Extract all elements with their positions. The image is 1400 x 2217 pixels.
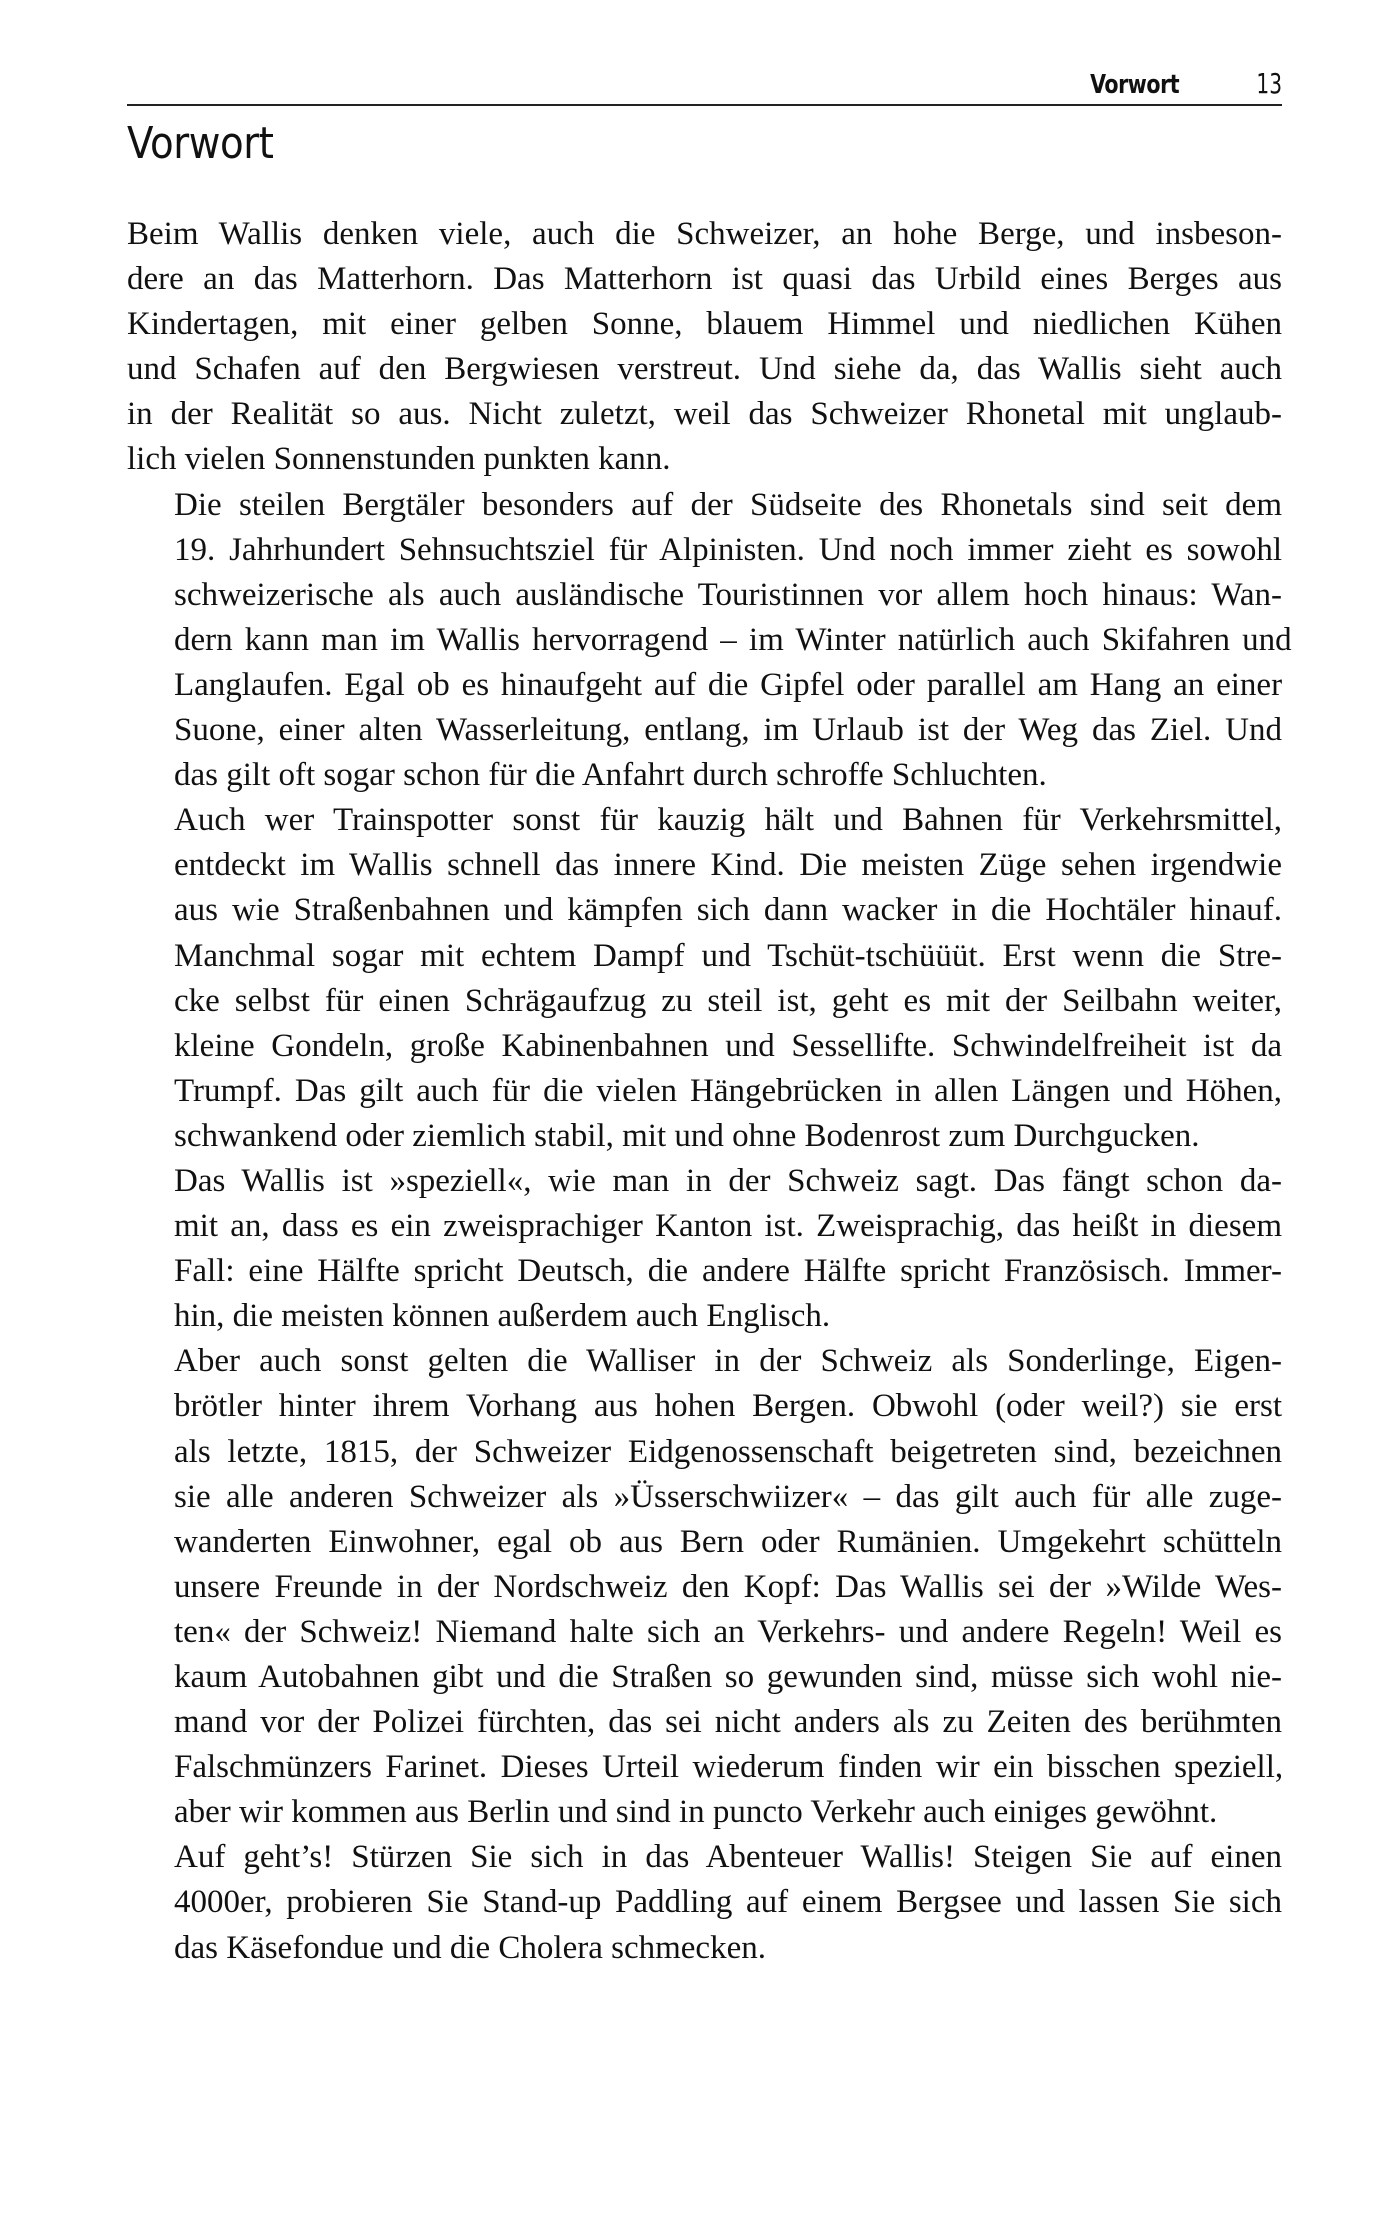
text-line: Suone, einer alten Wasserleitung, entlang, im Urlaub ist der Weg das Ziel. Und <box>174 712 1282 749</box>
paragraph <box>127 1835 1282 1970</box>
text-line: Trumpf. Das gilt auch für die vielen Hängebrücken in allen Längen und Höhen, <box>174 1072 1282 1109</box>
text-line: Auf geht’s! Stürzen Sie sich in das Abenteuer Wallis! Steigen Sie auf einen <box>174 1839 1282 1876</box>
paragraph <box>127 1159 1282 1339</box>
text-line: Aber auch sonst gelten die Walliser in der Schweiz als Sonderlinge, Eigen- <box>174 1343 1282 1380</box>
text-line: sie alle anderen Schweizer als »Üsserschwiizer« – das gilt auch für alle zuge- <box>174 1478 1282 1515</box>
text-line: kaum Autobahnen gibt und die Straßen so gewunden sind, müsse sich wohl nie- <box>174 1659 1282 1695</box>
text-line: mand vor der Polizei fürchten, das sei nicht anders als zu Zeiten des berühmten <box>174 1704 1282 1741</box>
paragraph <box>127 1339 1282 1835</box>
text-line: das Käsefondue und die Cholera schmecken. <box>174 1929 766 1966</box>
text-line: cke selbst für einen Schrägaufzug zu steil ist, geht es mit der Seilbahn weiter, <box>174 982 1282 1019</box>
text-line: ten« der Schweiz! Niemand halte sich an Verkehrs- und andere Regeln! Weil es <box>174 1613 1282 1650</box>
text-line: aber wir kommen aus Berlin und sind in puncto Verkehr auch einiges gewöhnt. <box>174 1794 1218 1831</box>
text-line: Fall: eine Hälfte spricht Deutsch, die andere Hälfte spricht Französisch. Immer- <box>174 1253 1282 1290</box>
text-line: unsere Freunde in der Nordschweiz den Kopf: Das Wallis sei der »Wilde Wes- <box>174 1568 1282 1605</box>
body-text <box>127 212 1292 1971</box>
text-line: aus wie Straßenbahnen und kämpfen sich dann wacker in die Hochtäler hinauf. <box>174 892 1282 929</box>
text-line: schweizerische als auch ausländische Touristinnen vor allem hoch hinaus: Wan- <box>174 576 1282 613</box>
paragraph <box>127 212 1282 483</box>
text-line: kleine Gondeln, große Kabinenbahnen und Sessellifte. Schwindelfreiheit ist da <box>174 1027 1282 1064</box>
text-line: und Schafen auf den Bergwiesen verstreut. Und siehe da, das Wallis sieht auch <box>127 351 1282 388</box>
text-line: Die steilen Bergtäler besonders auf der Südseite des Rhonetals sind seit dem <box>174 486 1282 523</box>
text-line: als letzte, 1815, der Schweizer Eidgenossenschaft beigetreten sind, bezeichnen <box>174 1433 1282 1470</box>
paragraph <box>127 798 1282 1159</box>
text-line: dern kann man im Wallis hervorragend – im Winter natürlich auch Skifahren und <box>174 621 1292 658</box>
text-line: Falschmünzers Farinet. Dieses Urteil wiederum finden wir ein bisschen speziell, <box>174 1749 1284 1786</box>
running-head-title: Vorwort <box>1089 70 1179 100</box>
text-line: hin, die meisten können außerdem auch Englisch. <box>174 1298 831 1335</box>
text-line: Beim Wallis denken viele, auch die Schweizer, an hohe Berge, und insbeson- <box>127 216 1282 252</box>
text-line: in der Realität so aus. Nicht zuletzt, weil das Schweizer Rhonetal mit unglaub- <box>127 396 1282 433</box>
text-line: lich vielen Sonnenstunden punkten kann. <box>127 441 671 478</box>
text-line: schwankend oder ziemlich stabil, mit und ohne Bodenrost zum Durchgucken. <box>174 1117 1200 1154</box>
text-line: wanderten Einwohner, egal ob aus Bern oder Rumänien. Umgekehrt schütteln <box>174 1523 1282 1560</box>
text-line: brötler hinter ihrem Vorhang aus hohen Bergen. Obwohl (oder weil?) sie erst <box>174 1388 1282 1425</box>
text-line: mit an, dass es ein zweisprachiger Kanton ist. Zweisprachig, das heißt in diesem <box>174 1208 1282 1245</box>
text-line: 4000er, probieren Sie Stand-up Paddling auf einem Bergsee und lassen Sie sich <box>174 1884 1282 1921</box>
text-line: das gilt oft sogar schon für die Anfahrt durch schroffe Schluchten. <box>174 757 1047 794</box>
text-line: Auch wer Trainspotter sonst für kauzig hält und Bahnen für Verkehrsmittel, <box>174 802 1282 839</box>
chapter-title: Vorwort <box>127 118 274 169</box>
text-line: Kindertagen, mit einer gelben Sonne, blauem Himmel und niedlichen Kühen <box>127 306 1282 343</box>
running-head <box>127 60 1282 106</box>
text-line: Langlaufen. Egal ob es hinaufgeht auf die Gipfel oder parallel am Hang an einer <box>174 666 1283 703</box>
paragraph <box>127 483 1292 799</box>
text-line: dere an das Matterhorn. Das Matterhorn ist quasi das Urbild eines Berges aus <box>127 261 1282 298</box>
text-line: Das Wallis ist »speziell«, wie man in der Schweiz sagt. Das fängt schon da- <box>174 1162 1282 1199</box>
text-line: 19. Jahrhundert Sehnsuchtsziel für Alpinisten. Und noch immer zieht es sowohl <box>174 531 1282 568</box>
text-line: entdeckt im Wallis schnell das innere Kind. Die meisten Züge sehen irgendwie <box>174 847 1282 884</box>
text-line: Manchmal sogar mit echtem Dampf und Tschüt-tschüüüt. Erst wenn die Stre- <box>174 937 1282 974</box>
page-number: 13 <box>1256 67 1282 100</box>
